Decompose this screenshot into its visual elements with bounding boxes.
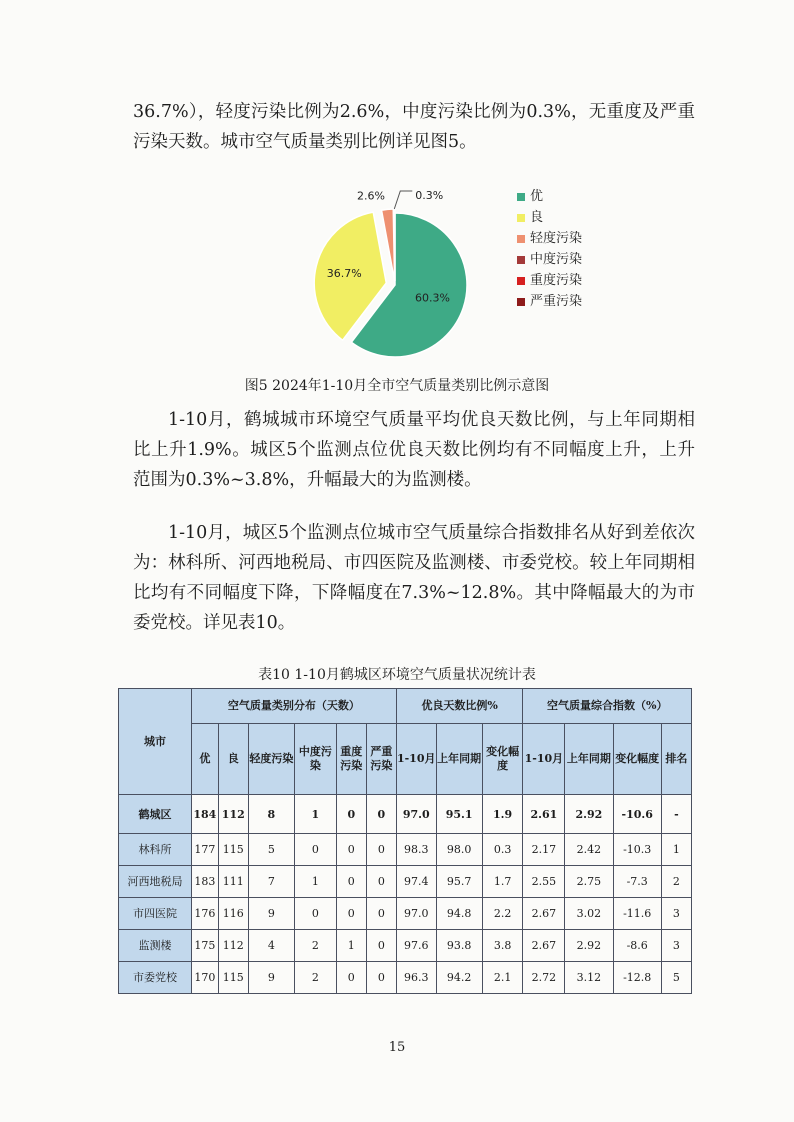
table-cell: 1 [661, 834, 691, 866]
table-cell: 0 [366, 898, 396, 930]
table-cell: 95.1 [436, 795, 482, 834]
table-cell: 2.72 [523, 962, 565, 994]
subheader-10: 上年同期 [565, 724, 613, 795]
table-cell: 9 [248, 898, 294, 930]
table-cell: 5 [248, 834, 294, 866]
table-cell: 0 [336, 898, 366, 930]
pie-chart [300, 178, 500, 378]
table-cell: 3 [661, 898, 691, 930]
pie-label: 60.3% [415, 291, 450, 305]
legend-item [517, 249, 582, 270]
table-cell: 2.1 [482, 962, 523, 994]
table-cell: 0 [336, 866, 366, 898]
table-cell: 2.92 [565, 930, 613, 962]
table-cell: 0 [366, 962, 396, 994]
legend-swatch [517, 277, 525, 285]
subheader-1: 良 [218, 724, 248, 795]
table-cell: 3 [661, 930, 691, 962]
table-cell: 183 [191, 866, 218, 898]
subheader-8: 变化幅度 [482, 724, 523, 795]
table-cell: 111 [218, 866, 248, 898]
table-cell: 5 [661, 962, 691, 994]
table-cell: 2 [661, 866, 691, 898]
legend-label: 良 [530, 210, 544, 225]
table-row [119, 866, 692, 898]
table-cell: 97.4 [396, 866, 436, 898]
legend-item [517, 228, 582, 249]
legend-swatch [517, 298, 525, 306]
subheader-6: 1-10月 [396, 724, 436, 795]
row-city: 市委党校 [119, 962, 192, 994]
table-cell: 112 [218, 795, 248, 834]
legend-label: 严重污染 [530, 294, 583, 309]
table-cell: 3.12 [565, 962, 613, 994]
chart-legend [517, 186, 582, 312]
table-cell: 94.2 [436, 962, 482, 994]
legend-item [517, 270, 582, 291]
table-cell: 2.67 [523, 930, 565, 962]
table-cell: -7.3 [613, 866, 661, 898]
legend-label: 重度污染 [530, 273, 583, 288]
legend-item [517, 186, 582, 207]
table-cell: 2.17 [523, 834, 565, 866]
table-cell: 96.3 [396, 962, 436, 994]
table-cell: -8.6 [613, 930, 661, 962]
pie-label: 36.7% [326, 266, 362, 280]
subheader-5: 严重污染 [366, 724, 396, 795]
table-cell: 1 [294, 866, 336, 898]
table-cell: -10.3 [613, 834, 661, 866]
paragraph-intro: 36.7%），轻度污染比例为2.6%，中度污染比例为0.3%，无重度及严重污染天数。城市空气质量类别比例详见图5。 [133, 102, 695, 152]
table-cell: 97.0 [396, 795, 436, 834]
table-row [119, 930, 692, 962]
table-cell: -12.8 [613, 962, 661, 994]
subheader-0: 优 [191, 724, 218, 795]
table-cell: 0 [366, 930, 396, 962]
pie-label: 2.6% [356, 189, 385, 203]
legend-swatch [517, 256, 525, 264]
table-cell: 9 [248, 962, 294, 994]
page-number: 15 [388, 1040, 406, 1055]
table-cell: 2.75 [565, 866, 613, 898]
table-cell: 116 [218, 898, 248, 930]
legend-swatch [517, 214, 525, 222]
table-row [119, 834, 692, 866]
table-cell: 4 [248, 930, 294, 962]
table-cell: 2.67 [523, 898, 565, 930]
row-city: 市四医院 [119, 898, 192, 930]
legend-item [517, 207, 582, 228]
table-cell: 2.42 [565, 834, 613, 866]
figure-caption: 图5 2024年1-10月全市空气质量类别比例示意图 [244, 378, 550, 394]
table-row [119, 962, 692, 994]
table-cell: 175 [191, 930, 218, 962]
table-cell: 0 [336, 962, 366, 994]
header-city: 城市 [119, 689, 192, 795]
table-cell: 3.02 [565, 898, 613, 930]
table-cell: 98.3 [396, 834, 436, 866]
table-cell: 0 [294, 898, 336, 930]
row-city: 鹤城区 [119, 795, 192, 834]
table-cell: -11.6 [613, 898, 661, 930]
paragraph-ranking: 1-10月，城区5个监测点位城市空气质量综合指数排名从好到差依次为：林科所、河西地税局、市四医院及监测楼、市委党校。较上年同期相比均有不同幅度下降，下降幅度在7.3%~12.8%。其中降幅最大的为市委党校。详见表10。 [133, 523, 695, 633]
table-cell: 0 [336, 834, 366, 866]
subheader-3: 中度污染 [294, 724, 336, 795]
table-cell: 176 [191, 898, 218, 930]
table-cell: 0 [294, 834, 336, 866]
header-composite-index: 空气质量综合指数（%） [523, 689, 692, 724]
subheader-7: 上年同期 [436, 724, 482, 795]
pie-leader-line [394, 191, 412, 209]
legend-swatch [517, 235, 525, 243]
subheader-9: 1-10月 [523, 724, 565, 795]
table-row [119, 898, 692, 930]
table-cell: 94.8 [436, 898, 482, 930]
table-cell: 2.61 [523, 795, 565, 834]
subheader-2: 轻度污染 [248, 724, 294, 795]
subheader-11: 变化幅度 [613, 724, 661, 795]
legend-item [517, 291, 582, 312]
table-cell: 97.0 [396, 898, 436, 930]
table-cell: - [661, 795, 691, 834]
table-cell: 98.0 [436, 834, 482, 866]
row-city: 林科所 [119, 834, 192, 866]
table-cell: 2.55 [523, 866, 565, 898]
table-cell: 1 [294, 795, 336, 834]
table-cell: 95.7 [436, 866, 482, 898]
table-cell: 112 [218, 930, 248, 962]
table-cell: 7 [248, 866, 294, 898]
table-cell: 0 [366, 795, 396, 834]
header-good-ratio: 优良天数比例% [396, 689, 523, 724]
legend-label: 中度污染 [530, 252, 583, 267]
legend-label: 轻度污染 [530, 231, 583, 246]
table-cell: 0 [366, 866, 396, 898]
table-cell: 1.9 [482, 795, 523, 834]
table-cell: 184 [191, 795, 218, 834]
table-row [119, 795, 692, 834]
air-quality-table [118, 688, 692, 994]
table-cell: 3.8 [482, 930, 523, 962]
table-cell: 115 [218, 834, 248, 866]
legend-swatch [517, 193, 525, 201]
table-cell: 0.3 [482, 834, 523, 866]
table-cell: 2.2 [482, 898, 523, 930]
table-cell: 0 [366, 834, 396, 866]
table-cell: 93.8 [436, 930, 482, 962]
table-cell: 1.7 [482, 866, 523, 898]
table-cell: 97.6 [396, 930, 436, 962]
table-cell: 1 [336, 930, 366, 962]
table-cell: 170 [191, 962, 218, 994]
subheader-12: 排名 [661, 724, 691, 795]
table-cell: 115 [218, 962, 248, 994]
table-cell: 0 [336, 795, 366, 834]
header-category-distribution: 空气质量类别分布（天数） [191, 689, 396, 724]
table-cell: -10.6 [613, 795, 661, 834]
table-cell: 177 [191, 834, 218, 866]
table-cell: 8 [248, 795, 294, 834]
row-city: 监测楼 [119, 930, 192, 962]
paragraph-good-days: 1-10月，鹤城城市环境空气质量平均优良天数比例，与上年同期相比上升1.9%。城区5个监测点位优良天数比例均有不同幅度上升，上升范围为0.3%~3.8%，升幅最大的为监测楼。 [133, 410, 695, 490]
pie-label: 0.3% [415, 189, 444, 203]
legend-label: 优 [530, 189, 544, 204]
table-cell: 2.92 [565, 795, 613, 834]
table-cell: 2 [294, 962, 336, 994]
subheader-4: 重度污染 [336, 724, 366, 795]
table-cell: 2 [294, 930, 336, 962]
row-city: 河西地税局 [119, 866, 192, 898]
table-caption: 表10 1-10月鹤城区环境空气质量状况统计表 [258, 667, 536, 683]
